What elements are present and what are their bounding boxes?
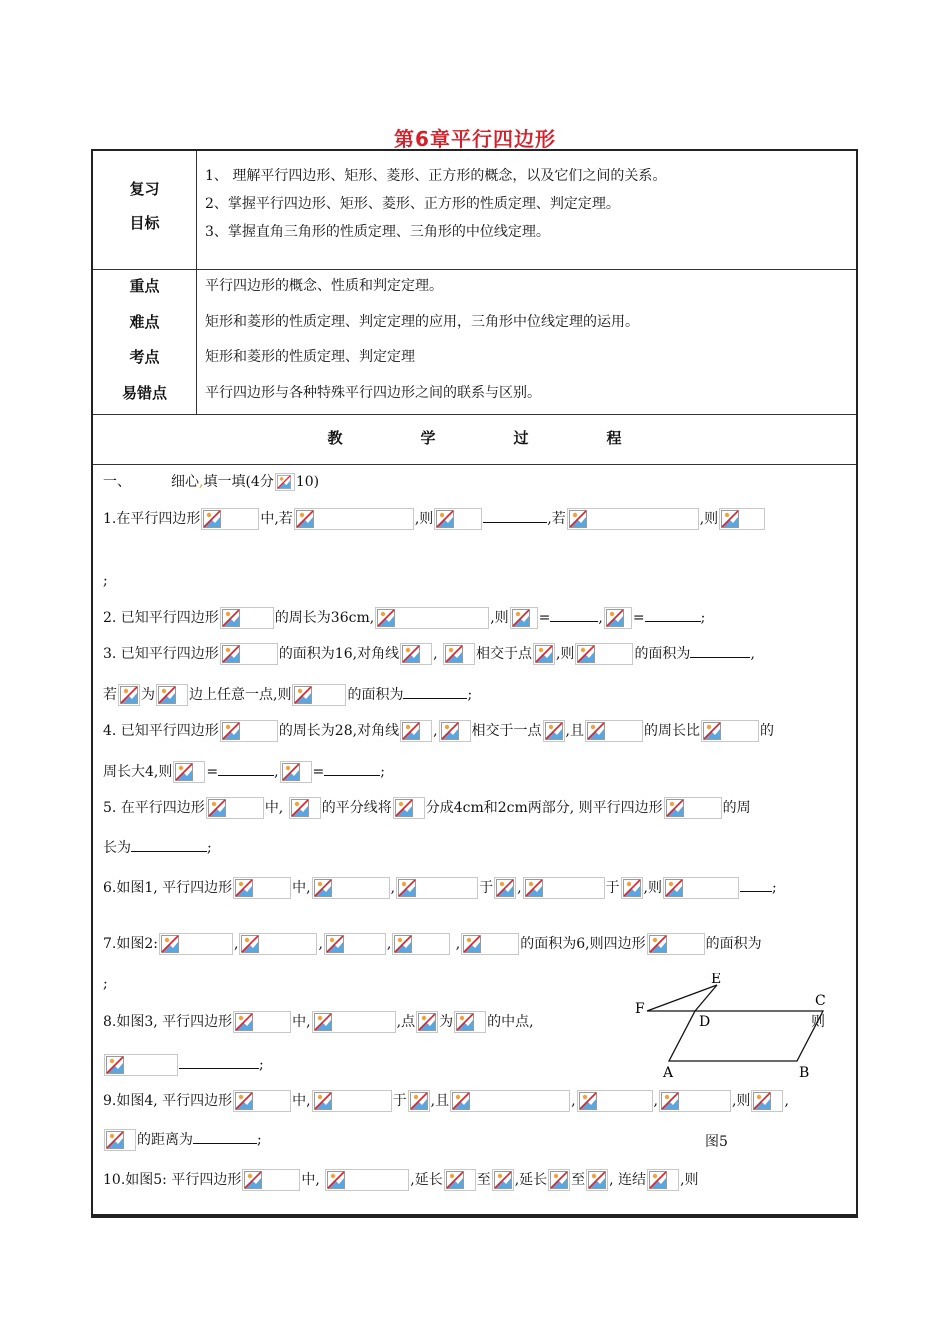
- broken-image-icon: [416, 1011, 438, 1033]
- broken-image-icon: [156, 684, 188, 706]
- exam-points-label: 考点: [129, 348, 160, 366]
- broken-image-icon: [548, 1169, 570, 1191]
- broken-image-icon: [450, 1090, 570, 1112]
- broken-image-icon: [242, 1169, 300, 1191]
- divider: [93, 464, 856, 465]
- question-10: 10.如图5: 平行四边形 中, ,延长 至 ,延长 至 , 连结 ,则: [103, 1169, 699, 1191]
- broken-image-icon: [647, 933, 705, 955]
- broken-image-icon: [443, 643, 475, 665]
- broken-image-icon: [393, 797, 425, 819]
- broken-image-icon: [663, 877, 739, 899]
- question-9-line-2: 的距离为 ;: [103, 1129, 262, 1151]
- goal-1: 1、 理解平行四边形、矩形、菱形、正方形的概念，以及它们之间的关系。: [205, 168, 667, 184]
- broken-image-icon: [492, 1169, 514, 1191]
- broken-image-icon: [533, 643, 555, 665]
- answer-blank: [740, 877, 772, 892]
- broken-image-icon: [400, 643, 432, 665]
- broken-image-icon: [312, 1011, 396, 1033]
- broken-image-icon: [751, 1090, 783, 1112]
- goal-3: 3、掌握直角三角形的性质定理、三角形的中位线定理。: [205, 224, 550, 240]
- broken-image-icon: [312, 1090, 392, 1112]
- broken-image-icon: [292, 684, 346, 706]
- broken-image-icon: [206, 797, 264, 819]
- broken-image-icon: [543, 720, 565, 742]
- broken-image-icon: [324, 933, 386, 955]
- broken-image-icon: [604, 607, 632, 629]
- broken-image-icon: [220, 607, 274, 629]
- answer-blank: [324, 761, 380, 776]
- broken-image-icon: [201, 508, 259, 530]
- figure-caption: 图5: [705, 1134, 728, 1150]
- question-9: 9.如图4, 平行四边形 中, 于 ,且 , , ,则 ,: [103, 1090, 789, 1112]
- broken-image-icon: [312, 877, 390, 899]
- answer-blank: [131, 837, 207, 852]
- bottom-border: [91, 1215, 858, 1218]
- label-d: D: [699, 1014, 711, 1030]
- broken-image-icon: [118, 684, 140, 706]
- label-e: E: [711, 973, 722, 987]
- parallelogram-figure: [623, 973, 843, 1093]
- broken-image-icon: [375, 607, 489, 629]
- broken-image-icon: [454, 1011, 486, 1033]
- broken-image-icon: [280, 761, 312, 783]
- broken-image-icon: [104, 1054, 178, 1076]
- error-points-label: 易错点: [121, 384, 167, 402]
- question-4-line-2: 周长大4,则 = , = ;: [103, 761, 385, 783]
- exam-points-text: 矩形和菱形的性质定理、判定定理: [205, 349, 415, 365]
- broken-image-icon: [104, 1129, 136, 1151]
- answer-blank: [483, 508, 547, 523]
- answer-blank: [193, 1129, 257, 1144]
- question-8-line-2: ;: [103, 1054, 264, 1076]
- goal-2: 2、掌握平行四边形、矩形、菱形、正方形的性质定理、判定定理。: [205, 196, 620, 212]
- answer-blank: [690, 643, 750, 658]
- broken-image-icon: [220, 720, 278, 742]
- label-f: F: [635, 1001, 645, 1017]
- question-5: 5. 在平行四边形 中, 的平分线将 分成4cm和2cm两部分, 则平行四边形 的周: [103, 797, 751, 819]
- answer-blank: [218, 761, 274, 776]
- label-c: C: [815, 993, 826, 1009]
- answer-blank: [550, 607, 598, 622]
- broken-image-icon: [289, 797, 321, 819]
- question-7: 7.如图2: , , , , 的面积为6,则四边形 的面积为: [103, 933, 762, 955]
- broken-image-icon: [233, 1011, 291, 1033]
- divider: [93, 269, 856, 270]
- question-5-line-2: 长为 ;: [103, 837, 212, 857]
- broken-image-icon: [434, 508, 482, 530]
- column-divider: [196, 151, 197, 415]
- process-heading: 教 学 过 程: [327, 429, 622, 447]
- broken-image-icon: [294, 508, 414, 530]
- broken-image-icon: [233, 877, 291, 899]
- broken-image-icon: [173, 761, 205, 783]
- broken-image-icon: [621, 877, 643, 899]
- question-6: 6.如图1, 平行四边形 中, , 于 , 于 ,则 ;: [103, 877, 777, 899]
- answer-blank: [179, 1054, 259, 1069]
- key-points-text: 平行四边形的概念、性质和判定定理。: [205, 278, 443, 294]
- broken-image-icon: [523, 877, 605, 899]
- broken-image-icon: [719, 508, 765, 530]
- broken-image-icon: [408, 1090, 430, 1112]
- broken-image-icon: [647, 1169, 679, 1191]
- error-points-text: 平行四边形与各种特殊平行四边形之间的联系与区别。: [205, 385, 541, 401]
- goal-label-2: 目标: [129, 214, 160, 232]
- question-1-end: ;: [103, 573, 108, 589]
- question-1: 1.在平行四边形 中,若 ,则 ,若 ,则: [103, 508, 766, 530]
- broken-image-icon: [275, 473, 295, 491]
- broken-image-icon: [567, 508, 699, 530]
- label-b: B: [799, 1065, 810, 1081]
- question-8: 8.如图3, 平行四边形 中, ,点 为 的中点,: [103, 1011, 534, 1033]
- broken-image-icon: [701, 720, 759, 742]
- difficulties-label: 难点: [129, 313, 160, 331]
- divider: [93, 414, 856, 415]
- broken-image-icon: [461, 933, 519, 955]
- broken-image-icon: [664, 797, 722, 819]
- broken-image-icon: [400, 720, 432, 742]
- question-3: 3. 已知平行四边形 的面积为16,对角线 , 相交于点 ,则 的面积为 ,: [103, 643, 755, 665]
- broken-image-icon: [586, 1169, 608, 1191]
- broken-image-icon: [239, 933, 317, 955]
- broken-image-icon: [325, 1169, 409, 1191]
- broken-image-icon: [577, 1090, 653, 1112]
- lesson-table: [91, 149, 858, 1216]
- broken-image-icon: [585, 720, 643, 742]
- question-3-line-2: 若 为 边上任意一点,则 的面积为 ;: [103, 684, 472, 706]
- answer-blank: [645, 607, 701, 622]
- broken-image-icon: [444, 1169, 476, 1191]
- broken-image-icon: [233, 1090, 291, 1112]
- key-points-label: 重点: [129, 277, 160, 295]
- question-7-end: ;: [103, 976, 108, 992]
- question-8-then: 则: [811, 1014, 825, 1030]
- question-4: 4. 已知平行四边形 的周长为28,对角线 , 相交于一点 ,且 的周长比 的: [103, 720, 774, 742]
- page-title: 第6章平行四边形: [394, 127, 556, 151]
- broken-image-icon: [396, 877, 478, 899]
- section-heading: 一、 细心,填一填(4分 10): [103, 474, 320, 490]
- answer-blank: [403, 684, 467, 699]
- broken-image-icon: [439, 720, 471, 742]
- broken-image-icon: [159, 933, 233, 955]
- difficulties-text: 矩形和菱形的性质定理、判定定理的应用，三角形中位线定理的运用。: [205, 314, 639, 330]
- label-a: A: [663, 1065, 674, 1081]
- broken-image-icon: [494, 877, 516, 899]
- broken-image-icon: [575, 643, 633, 665]
- question-2: 2. 已知平行四边形 的周长为36cm, ,则 = , = ;: [103, 607, 705, 629]
- broken-image-icon: [220, 643, 278, 665]
- broken-image-icon: [510, 607, 538, 629]
- goal-label-1: 复习: [129, 180, 160, 198]
- broken-image-icon: [392, 933, 450, 955]
- broken-image-icon: [659, 1090, 731, 1112]
